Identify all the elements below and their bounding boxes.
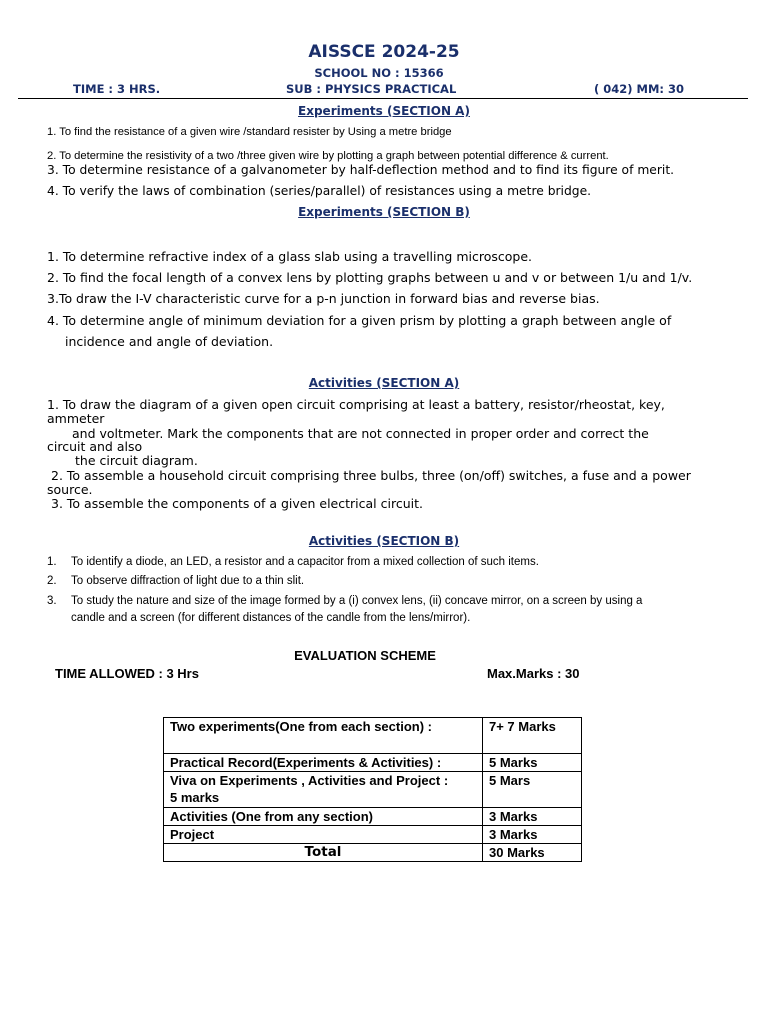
- activity-a-2-line2: source.: [47, 482, 93, 497]
- table-cell-item: Activities (One from any section): [164, 808, 483, 826]
- experiment-b-3: 3.To draw the I-V characteristic curve for a p-n junction in forward bias and reverse bias.: [47, 291, 600, 306]
- activity-a-3: 3. To assemble the components of a given electrical circuit.: [51, 496, 423, 511]
- activities-section-b-heading: Activities (SECTION B): [308, 534, 460, 548]
- experiment-b-4: 4. To determine angle of minimum deviation for a given prism by plotting a graph between angle of: [47, 313, 672, 328]
- activity-b-2: To observe diffraction of light due to a thin slit.: [71, 575, 305, 587]
- table-row: [164, 718, 582, 754]
- table-row: [164, 754, 582, 772]
- doc-title: AISSCE 2024-25: [308, 42, 460, 62]
- activity-b-3: To study the nature and size of the image formed by a (i) convex lens, (ii) concave mirror, on a screen by using a: [71, 595, 643, 607]
- table-row: [164, 772, 582, 808]
- table-cell-total: Total: [164, 844, 483, 862]
- activity-b-3-number: 3.: [47, 595, 57, 607]
- activity-b-1: To identify a diode, an LED, a resistor and a capacitor from a mixed collection of such items.: [71, 556, 539, 568]
- experiment-b-2: 2. To find the focal length of a convex lens by plotting graphs between u and v or between 1/u and 1/v.: [47, 270, 693, 285]
- experiment-b-1: 1. To determine refractive index of a glass slab using a travelling microscope.: [47, 249, 532, 264]
- activity-b-3-cont: candle and a screen (for different distances of the candle from the lens/mirror).: [71, 612, 471, 624]
- max-marks: Max.Marks : 30: [487, 666, 580, 681]
- subject-label: SUB : PHYSICS PRACTICAL: [286, 82, 457, 96]
- experiment-a-4: 4. To verify the laws of combination (series/parallel) of resistances using a metre bridge.: [47, 184, 592, 198]
- activity-a-1-line5: the circuit diagram.: [75, 453, 198, 468]
- activity-a-2-line1: 2. To assemble a household circuit comprising three bulbs, three (on/off) switches, a fuse and a power: [51, 468, 691, 483]
- school-number: SCHOOL NO : 15366: [314, 66, 444, 80]
- activity-b-2-number: 2.: [47, 575, 57, 587]
- activity-a-1-line4: circuit and also: [47, 439, 143, 454]
- code-marks-label: ( 042) MM: 30: [594, 82, 685, 96]
- time-label: TIME : 3 HRS.: [73, 82, 161, 96]
- table-cell-marks: 3 Marks: [483, 826, 582, 844]
- header-divider: [18, 98, 748, 99]
- table-row: [164, 844, 582, 862]
- experiment-b-4-cont: incidence and angle of deviation.: [65, 334, 274, 349]
- experiment-a-2: 2. To determine the resistivity of a two /three given wire by plotting a graph between potential difference & current.: [47, 150, 609, 162]
- experiment-a-3: 3. To determine resistance of a galvanometer by half-deflection method and to find its figure of merit.: [47, 163, 675, 177]
- table-cell-marks: 5 Mars: [483, 772, 582, 808]
- activity-a-1-line1: 1. To draw the diagram of a given open circuit comprising at least a battery, resistor/rheostat, key,: [47, 397, 665, 412]
- table-cell-item-line1: Viva on Experiments , Activities and Project :: [170, 773, 449, 788]
- experiments-section-b-heading: Experiments (SECTION B): [298, 205, 470, 219]
- table-cell-marks: 5 Marks: [483, 754, 582, 772]
- activities-section-a-heading: Activities (SECTION A): [308, 376, 460, 390]
- table-cell-item: Project: [164, 826, 483, 844]
- activity-a-1-line2: ammeter: [47, 411, 105, 426]
- evaluation-table: [163, 717, 582, 862]
- evaluation-heading: EVALUATION SCHEME: [294, 648, 436, 663]
- activity-b-1-number: 1.: [47, 556, 57, 568]
- table-cell-marks: 7+ 7 Marks: [483, 718, 582, 754]
- table-row: [164, 826, 582, 844]
- experiments-section-a-heading: Experiments (SECTION A): [298, 104, 470, 118]
- experiment-a-1: 1. To find the resistance of a given wire /standard resister by Using a metre bridge: [47, 126, 452, 138]
- activity-a-1-line3: and voltmeter. Mark the components that are not connected in proper order and correct the: [72, 426, 649, 441]
- table-row: [164, 808, 582, 826]
- table-cell-item: Practical Record(Experiments & Activities) :: [164, 754, 483, 772]
- table-cell-total-marks: 30 Marks: [483, 844, 582, 862]
- table-cell-item-line2: 5 marks: [170, 790, 220, 805]
- table-cell-item: [164, 772, 483, 808]
- table-cell-marks: 3 Marks: [483, 808, 582, 826]
- table-cell-item: Two experiments(One from each section) :: [164, 718, 483, 754]
- time-allowed: TIME ALLOWED : 3 Hrs: [55, 666, 199, 681]
